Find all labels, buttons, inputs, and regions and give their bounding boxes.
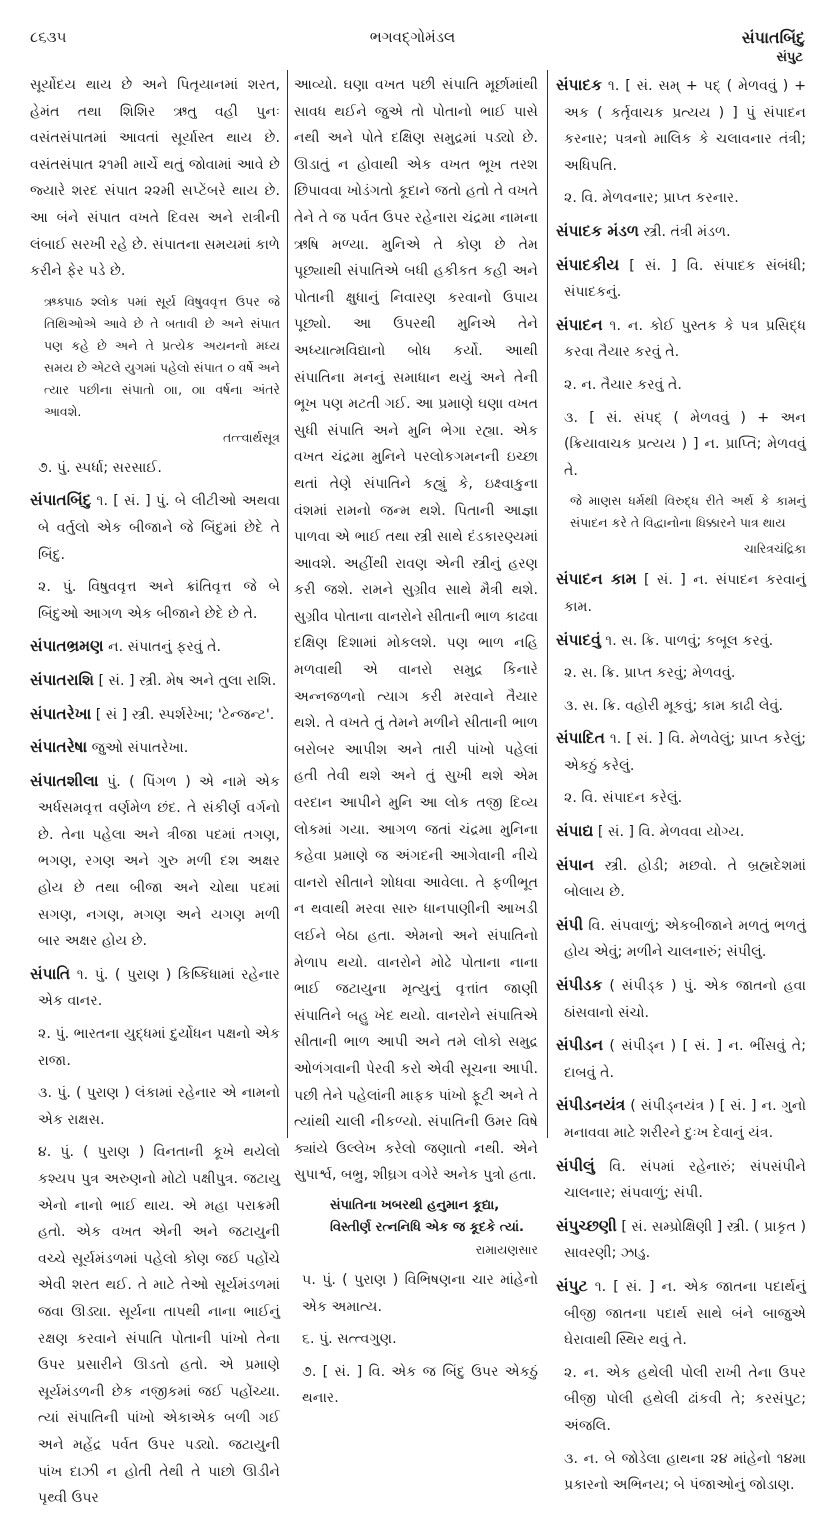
headword: સંપાતભ્રમણ [30, 637, 104, 656]
definition: [ સં. સમ્પ્રોક્ષિણી ] સ્ત્રી. ( પ્રાકૃત ) સાવરણી; ઝાડુ. [564, 1218, 807, 1262]
dictionary-entry [556, 627, 806, 655]
headword: સંપીડન [556, 1036, 604, 1055]
definition: વિ. સંપમાં રહેનારું; સંપસંપીને ચાલનાર; સંપવાળું; સંપી. [564, 1158, 806, 1202]
definition: ૧. [ સં. ] ન. એક જાતના પદાર્થનું બીજી જાતના પદાર્થ સાથે બંને બાજુએ ઘેરાવાથી સ્થિર થવું તે. [564, 1278, 806, 1349]
headword: સંપુચ્છણી [556, 1216, 617, 1235]
definition: ( સંપીડ્ક ) પું. એક જાતનો હવા ઠાંસવાનો સંચો. [564, 978, 806, 1021]
dictionary-entry [556, 972, 806, 1026]
headword: સંપાતરાશિ [30, 670, 94, 689]
sense-definition: ૩. ન. બે જોડેલા હાથના ૨૪ માંહેનો ૧૪મા પ્રકારનો અભિનય; બે પંજાઓનું જોડાણ. [564, 1450, 806, 1494]
first-guide-word: સંપાતબિંદુ [741, 28, 805, 47]
dictionary-entry [556, 1213, 806, 1267]
verse-line: વિસ્તીર્ણ રત્નનિધિ એક જ કૂદકે ત્યાં. [330, 1219, 524, 1235]
dictionary-entry [30, 667, 280, 695]
sense-definition: ૪. પું. ( પુરાણ ) વિનતાની કૂખે થયેલો કશ્યપ પુત્ર અરુણનો મોટો પક્ષીપુત્ર. જટાયુ એનો નાનો ભાઈ થાય. એ મહા પરાક્રમી હતો. એક વખત એની અને જટાયુની વચ્ચે સૂર્યમંડળમાં પહેલો કોણ જઈ પહોંચે એવી શરત થઈ. તે માટે તેઓ સૂર્યમંડળમાં જવા ઊડ્યા. સૂર્યના તાપથી નાના ભાઈનું રક્ષણ કરવાને સંપાતિ પોતાની પાંખો તેના ઉપર પ્રસારીને ઊડતો હતો. એ પ્રમાણે સૂર્યમંડળની છેક નજીકમાં જઈ પહોંચ્યા. ત્યાં સંપાતિની પાંખો એકાએક બળી ગઈ અને મહેંદ્ર પર્વત ઉપર પડ્યો. જટાયુની પાંખ દાઝી ન હોતી તેથી તે પાછો ઊડીને પૃથ્વી ઉપર [38, 1144, 280, 1507]
dictionary-entry [30, 633, 280, 661]
dictionary-entry [30, 734, 280, 762]
definition: [ સં. ] ન. સંપાદન કરવાનું કામ. [564, 572, 806, 615]
definition: ૧. [ સં. ] વિ. મેળવેલું; પ્રાપ્ત કરેલું; એકઠું કરેલું. [564, 731, 806, 774]
sense-definition: ૭. [ સં. ] વિ. એક જ બિંદુ ઉપર એકઠું થનાર. [302, 1363, 538, 1407]
continued-text: સૂર્યોદય થાય છે અને પિતૃયાનમાં શરત, હેમંત તથા શિશિર ઋતુ વહી પુનઃ વસંતસંપાતમાં આવતાં સૂર્યાસ્ત થાય છે. વસંતસંપાત ૨૧મી માર્ચે થતું જોવામાં આવે છે જ્યારે શરદ સંપાત ૨૨મી સપ્ટેંબરે થાય છે. આ બંને સંપાત વખતે દિવસ અને રાત્રીની લંબાઈ સરખી રહે છે. સંપાતના સમયમાં કાળે કરીને ફેર પડે છે. [30, 77, 280, 280]
definition: ૧. સ. ક્રિ. પાળવું; કબૂલ કરવું. [600, 632, 774, 649]
last-guide-word: સંપુટ [776, 50, 803, 65]
page-number: ૮૬૩૫ [30, 28, 67, 46]
definition: ( સંપીડ્ન ) [ સં. ] ન. ભીંસવું તે; દાબવું તે. [564, 1038, 806, 1081]
definition: ૧. પું. ( પુરાણ ) કિષ્કિંધામાં રહેનાર એક વાનર. [38, 966, 280, 1010]
headword: સંપાદન કામ [556, 570, 637, 589]
headword: સંપી [556, 915, 584, 934]
continued-text: આવ્યો. ઘણા વખત પછી સંપાતિ મૂર્છામાંથી સાવધ થઈને જુએ તો પોતાનો ભાઈ પાસે નથી અને પોતે દક્ષિણ સમુદ્રમાં પડ્યો છે. ઊડાતું ન હોવાથી એક વખત ભૂખ તરશ છિપાવવા ખોડંગતો કૂદાને જતો હતો તે વખતે તેને તે જ પર્વત ઉપર રહેનારા ચંદ્રમા નામના ઋષિ મળ્યા. મુનિએ તે કોણ છે તેમ પૂછ્યાથી સંપાતિએ બધી હકીકત કહી અને પોતાની ક્ષુધાનું નિવારણ કરવાનો ઉપાય પૂછ્યો. આ ઉપરથી મુનિએ તેને અધ્યાત્મવિદ્યાનો બોધ કર્યો. આથી સંપાતિના મનનું સમાધાન થયું અને તેની ભૂખ પણ મટતી ગઈ. આ પ્રમાણે ઘણા વખત સુધી સંપાતિ અને મુનિ ભેગા રહ્યા. એક વખત ચંદ્રમા મુનિને પરલોકગમનની ઇચ્છા થતાં તેણે સંપાતિને કહ્યું કે, ઇક્ષ્વાકુના વંશમાં રામનો જન્મ થશે. પિતાની આજ્ઞા પાળવા એ ભાઈ તથા સ્ત્રી સાથે દંડકારણ્યમાં આવશે. અહીંથી રાવણ એની સ્ત્રીનું હરણ કરી જશે. રામને સુગ્રીવ સાથે મૈત્રી થશે. સુગ્રીવ પોતાના વાનરોને સીતાની ભાળ કાઢવા દક્ષિણ દિશામાં મોકલશે. પણ ભાળ નહિ મળવાથી એ વાનરો સમુદ્ર કિનારે અન્નજળનો ત્યાગ કરી મરવાને તૈયાર થશે. તે વખતે તું તેમને મળીને સીતાની ભાળ બરોબર આપીશ અને તારી પાંખો પહેલાં હતી તેવી થશે અને તું સુખી થશે એમ વરદાન આપીને મુનિ આ લોક તજી દિવ્ય લોકમાં ગયા. આગળ જતાં ચંદ્રમા મુનિના કહેવા પ્રમાણે જ અંગદની આગેવાની નીચે વાનરો સીતાને શોધવા આવેલા. તે ફળીભૂત ન થવાથી મરવા સારુ ધાનપાણીની આખડી લઈને બેઠા હતા. એમનો અને સંપાતિનો મેળાપ થયો. વાનરોને મોઢે પોતાના નાના ભાઈ જટાયુના મૃત્યુનું વૃત્તાંત જાણી સંપાતિને બહુ ખેદ થયો. વાનરોને સંપાતિએ સીતાની ભાળ આપી અને તમે લોકો સમુદ્ર ઓળંગવાની પેરવી કરો એવી સૂચના આપી. પછી તેને પહેલાંની માફક પાંખો ફૂટી અને તે ત્યાંથી ચાલી નીકળ્યો. સંપાતિની ઉમર વિષે ક્યાંયે ઉલ્લેખ કરેલો જણાતો નથી. એને સુપાર્શ્વ, બભ્રુ, શીઘ્રગ વગેરે અનેક પુત્રો હતા. [294, 77, 538, 1184]
headword: સંપીલું [556, 1156, 595, 1175]
definition: [ સં. ] વિ. સંપાદક સંબંધી; સંપાદકનું. [564, 257, 806, 301]
definition: ૧. ન. કોઈ પુસ્તક કે પત્ર પ્રસિદ્ધ કરવા તૈયાર કરવું તે. [564, 317, 806, 361]
headword: સંપીડક [556, 976, 603, 995]
sense-definition: ૬. પું. સત્ત્વગુણ. [302, 1331, 397, 1348]
definition: ૧. [ સં. સમ્ + પદ્ ( મેળવવું ) + અક ( કર્તૃવાચક પ્રત્યય ) ] પું સંપાદન કરનાર; પત્રનો માલિક કે ચલાવનાર તંત્રી; અધિપતિ. [564, 78, 806, 174]
headword: સંપાદક મંડળ [556, 221, 639, 240]
definition: વિ. સંપવાળું; એકબીજાને મળતું ભળતું હોય એવું; મળીને ચાલનારું; સંપીલું. [564, 917, 806, 961]
headword: સંપાતરેષા [30, 738, 88, 757]
sense-definition: ૨. ન. એક હથેલી પોલી રાખી તેના ઉપર બીજી પોલી હથેલી ઢાંકવી તે; કરસંપુટ; અંજલિ. [564, 1364, 806, 1434]
citation-source: તત્ત્વાર્થસૂત્ર [223, 429, 280, 445]
sense-definition: ૨. ન. તૈયાર કરવું તે. [564, 376, 682, 393]
headword: સંપાન [556, 855, 594, 874]
dictionary-entry [556, 1032, 806, 1086]
headword: સંપાદ્ય [556, 822, 594, 841]
dictionary-entry [556, 1092, 806, 1146]
dictionary-entry [556, 1153, 806, 1207]
headword: સંપાતિ [30, 964, 71, 983]
dictionary-entry [556, 566, 806, 620]
definition: ન. સંપાતનું ફરવું તે. [103, 639, 222, 656]
dictionary-entry [556, 818, 806, 846]
dictionary-entry [556, 1273, 806, 1354]
sense-definition: ૫. પું. ( પુરાણ ) વિભિષણના ચાર માંહેનો એક અમાત્ય. [302, 1271, 538, 1315]
dictionary-entry [556, 218, 806, 246]
definition: પું. ( પિંગળ ) એ નામે એક અર્ધસમવૃત્ત વર્ણમેળ છંદ. તે સંકીર્ણ વર્ગનો છે. તેના પહેલા અને ત્રીજા પદમાં તગણ, ભગણ, રગણ અને ગુરુ મળી દશ અક્ષર હોય છે તથા બીજા અને ચોથા પદમાં સગણ, નગણ, મગણ અને યગણ મળી બાર અક્ષર હોય છે. [38, 773, 280, 950]
sense-definition: ૨. પું. વિષુવવૃત્ત અને ક્રાંતિવૃત્ત જે બે બિંદુઓ આગળ એક બીજાને છેદે છે તે. [38, 579, 280, 622]
dictionary-entry [556, 72, 806, 179]
definition: ( સંપીડ્નયંત્ર ) [ સં. ] ન. ગુનો મનાવવા માટે શરીરને દુઃખ દેવાનું યંત્ર. [564, 1098, 806, 1141]
definition: ૧. [ સં. ] પું. બે લીટીઓ અથવા બે વર્તુલો એક બીજાને જે બિંદુમાં છેદે તે બિંદુ. [38, 493, 280, 563]
sense-definition: ૨. વિ. મેળવનાર; પ્રાપ્ત કરનાર. [564, 190, 739, 207]
citation-quote: જે માણસ ધર્મથી વિરુદ્ધ રીતે અર્થ કે કામનું સંપાદન કરે તે વિદ્વાનોના ધિક્કારને પાત્ર થાય [570, 493, 806, 531]
headword: સંપાદિત [556, 729, 605, 748]
column-divider [287, 70, 288, 1138]
column-left [30, 72, 280, 1518]
headword: સંપાતરેખા [30, 704, 92, 723]
dictionary-entry [556, 252, 806, 306]
sense-definition: ૨. સ. ક્રિ. પ્રાપ્ત કરવું; મેળવવું. [564, 665, 736, 682]
dictionary-entry [556, 312, 806, 366]
sense-definition: ૩. [ સં. સંપદ્ ( મેળવવું ) + અન (ક્રિયાવાચક પ્રત્યય ) ] ન. પ્રાપ્તિ; મેળવવું તે. [564, 409, 806, 479]
headword: સંપીડનયંત્ર [556, 1096, 626, 1115]
dictionary-entry [556, 912, 806, 966]
column-right [556, 72, 806, 1505]
dictionary-entry [30, 487, 280, 568]
dictionary-entry [30, 701, 280, 729]
sense-definition: ૨. પું. ભારતના યુદ્ધમાં દુર્યોધન પક્ષનો એક રાજા. [38, 1026, 280, 1069]
headword: સંપાદક [556, 76, 603, 94]
headword: સંપાદન [556, 315, 603, 334]
definition: સ્ત્રી. હોડી; મછવો. તે બ્રહ્મદેશમાં બોલાય છે. [564, 857, 806, 901]
column-middle [294, 72, 538, 1418]
headword: સંપાદકીય [556, 255, 620, 274]
dictionary-entry [556, 852, 806, 906]
definition: [ સં. ] સ્ત્રી. મેષ અને તુલા રાશિ. [93, 672, 277, 689]
definition: [ સં. ] વિ. મેળવવા યોગ્ય. [593, 824, 745, 841]
citation-source: ચારિત્રચંદ્રિકા [743, 541, 806, 557]
citation-quote: ઋક્પાઠ શ્લોક ૫માં સૂર્ય વિષુવવૃત્ત ઉપર જે તિથિઓએ આવે છે તે બતાવી છે અને સંપાત પણ કહે છે અને તે પ્રત્યેક અયનનો મધ્ય સમય છે એટલે યુગમાં પહેલો સંપાત ૦ વર્ષે અને ત્યાર પછીના સંપાતો ૦॥, ૦॥ વર્ષના અંતરે આવશે. [44, 293, 280, 419]
sense-definition: ૭. પું. સ્પર્ધા; સરસાઈ. [38, 459, 162, 476]
sense-definition: ૩. પું. ( પુરાણ ) લંકામાં રહેનાર એ નામનો એક રાક્ષસ. [38, 1085, 280, 1128]
dictionary-entry [556, 725, 806, 779]
headword: સંપાતબિંદુ [30, 491, 92, 510]
definition: સ્ત્રી. તંત્રી મંડળ. [638, 223, 731, 240]
citation-source: રામાયણસાર [475, 1241, 538, 1257]
definition: જુઓ સંપાતરેખા. [87, 740, 189, 757]
headword: સંપાદવું [556, 630, 601, 649]
verse-line: સંપાતિના ખબરથી હનુમાન કૂદ્યા, [330, 1197, 500, 1213]
column-divider [547, 70, 548, 1138]
running-title: ભગવદ્ગોમંડલ [369, 28, 456, 46]
sense-definition: ૨. વિ. સંપાદન કરેલું. [564, 790, 683, 807]
sense-definition: ૩. સ. ક્રિ. વહોરી મૂકવું; કામ કાઢી લેવું. [564, 697, 783, 714]
headword: સંપુટ [556, 1276, 588, 1295]
dictionary-entry [30, 768, 280, 955]
definition: [ સં ] સ્ત્રી. સ્પર્શરેખા; 'ટેન્જન્ટ'. [91, 706, 275, 723]
headword: સંપાતશીલા [30, 771, 99, 790]
dictionary-entry [30, 961, 280, 1015]
